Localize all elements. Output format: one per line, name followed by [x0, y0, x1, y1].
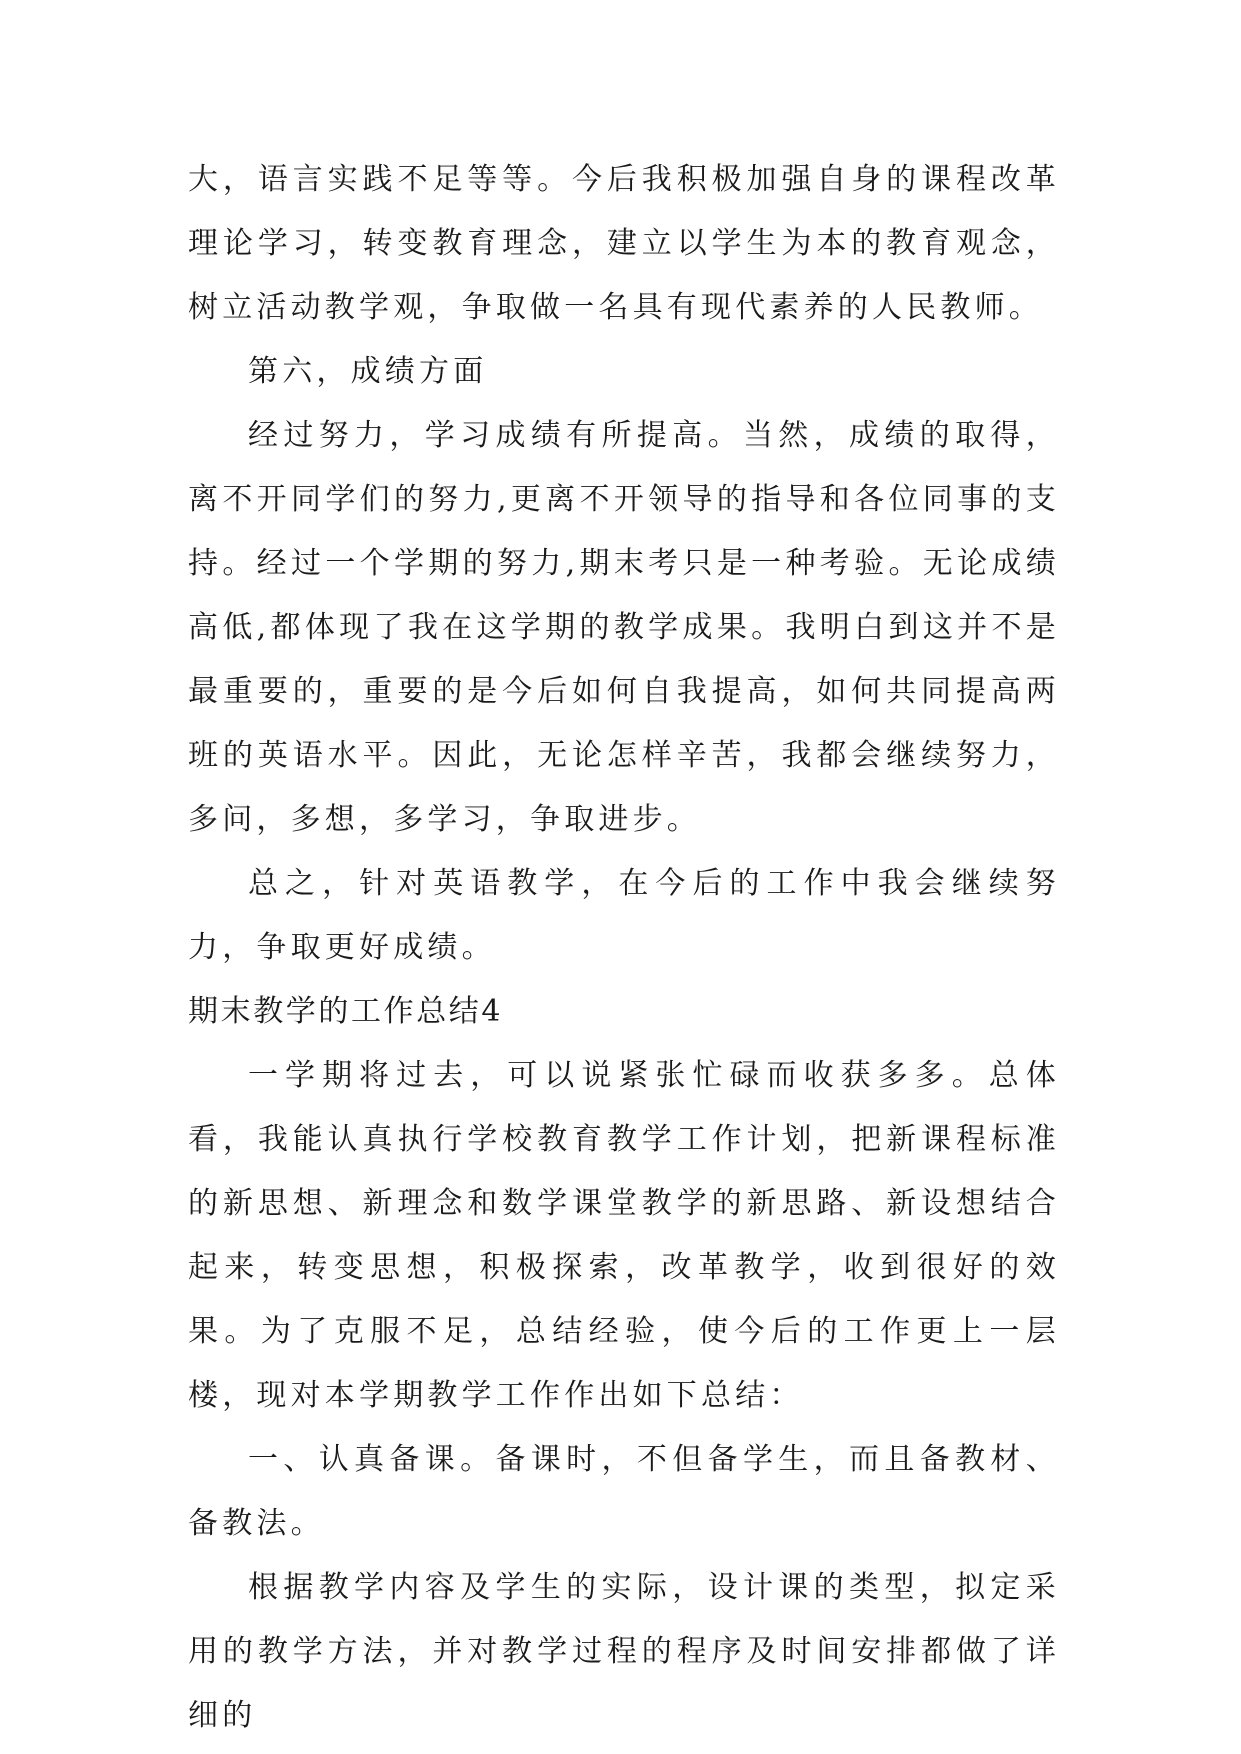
paragraph-intro: 一学期将过去，可以说紧张忙碌而收获多多。总体看，我能认真执行学校教育教学工作计划，把新课程标准的新思想、新理念和数学课堂教学的新思路、新设想结合起来，转变思想，积极探索，改革教学，收到很好的效果。为了克服不足，总结经验，使今后的工作更上一层楼，现对本学期教学工作作出如下总结： [188, 1058, 1060, 1413]
document-body [188, 148, 1060, 1748]
paragraph-achievement: 经过努力，学习成绩有所提高。当然，成绩的取得，离不开同学们的努力,更离不开领导的指导和各位同事的支持。经过一个学期的努力,期末考只是一种考验。无论成绩高低,都体现了我在这学期的教学成果。我明白到这并不是最重要的，重要的是今后如何自我提高，如何共同提高两班的英语水平。因此，无论怎样辛苦，我都会继续努力，多问，多想，多学习，争取进步。 [188, 418, 1060, 837]
paragraph-point-one: 一、认真备课。备课时，不但备学生，而且备教材、备教法。 [188, 1442, 1060, 1541]
paragraph-continuation: 大，语言实践不足等等。今后我积极加强自身的课程改革理论学习，转变教育理念，建立以学生为本的教育观念，树立活动教学观，争取做一名具有现代素养的人民教师。 [188, 162, 1060, 325]
section-heading-achievement: 第六，成绩方面 [248, 354, 488, 389]
paragraph-conclusion: 总之，针对英语教学，在今后的工作中我会继续努力，争取更好成绩。 [188, 866, 1060, 965]
article-title: 期末教学的工作总结4 [188, 994, 504, 1029]
paragraph-lesson-design: 根据教学内容及学生的实际，设计课的类型，拟定采用的教学方法，并对教学过程的程序及时间安排都做了详细的 [188, 1570, 1060, 1733]
